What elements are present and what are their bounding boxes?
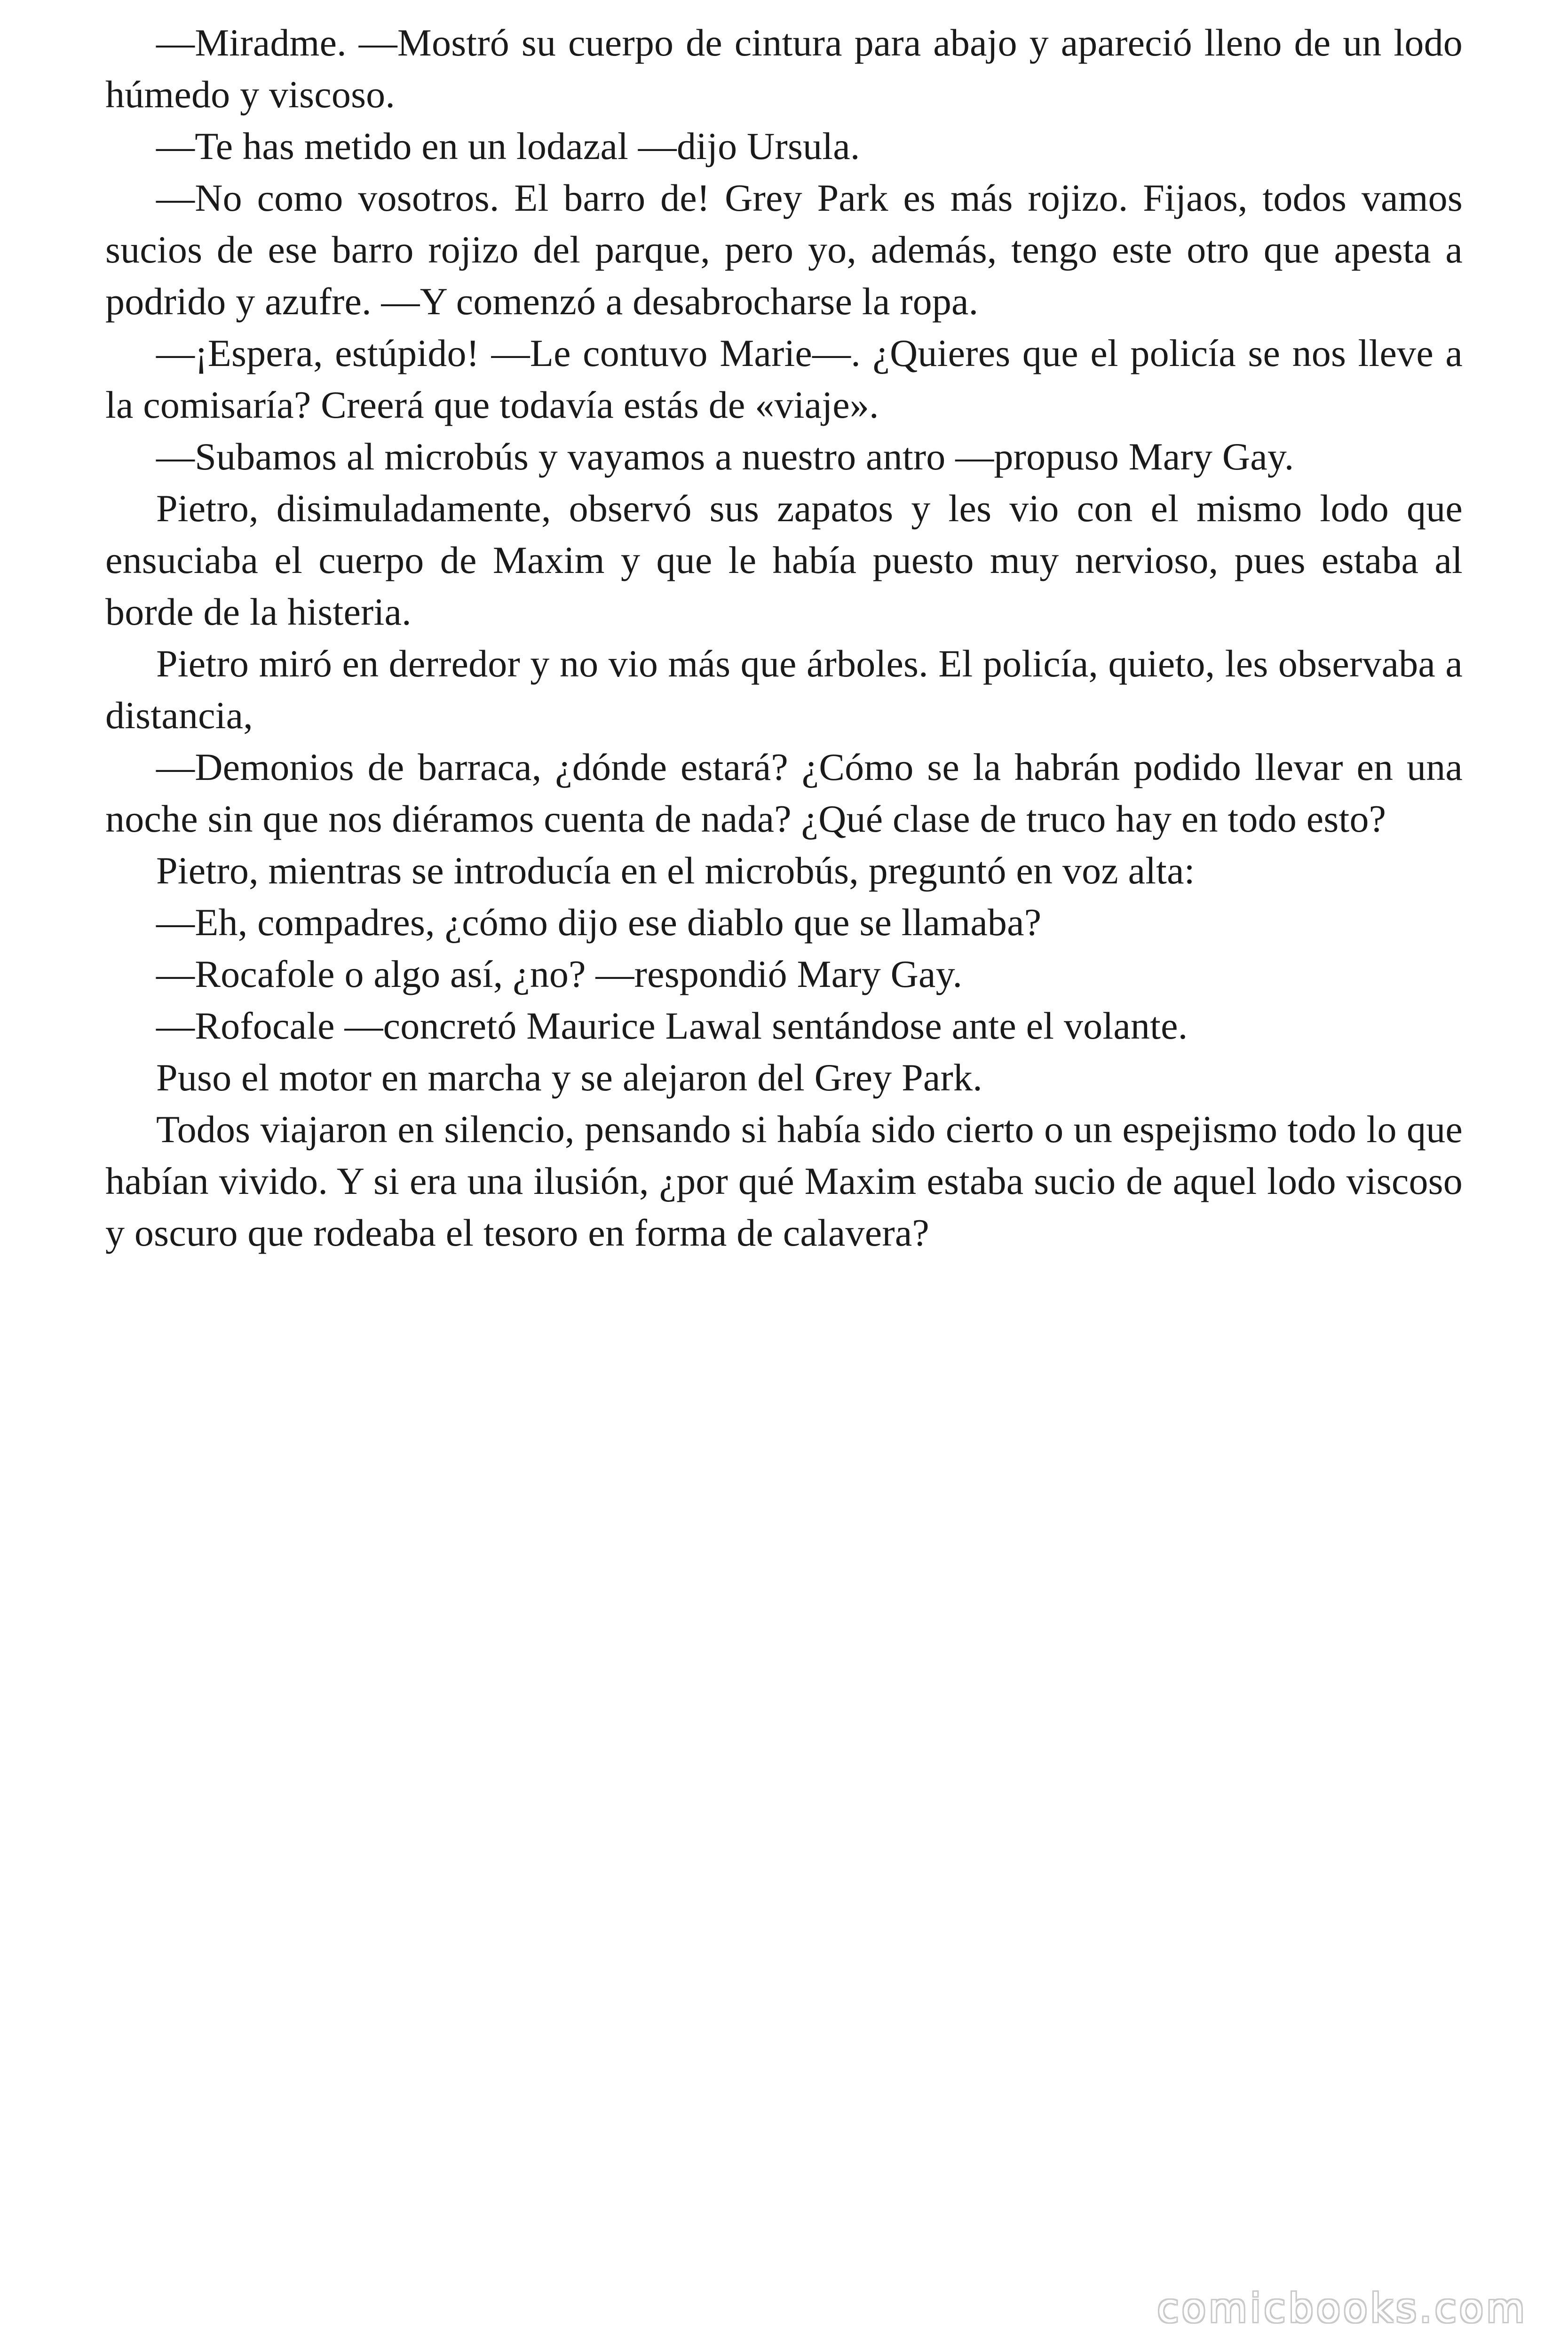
paragraph: Todos viajaron en silencio, pensando si había sido cierto o un espejismo todo lo que habían vivido. Y si era una ilusión, ¿por qué Maxim estaba sucio de aquel lodo viscoso y oscuro que rodeaba el tesoro en forma de calavera? [105,1108,1463,1254]
paragraph: Pietro, mientras se introducía en el microbús, preguntó en voz alta: [156,849,1195,892]
watermark: comicbooks.com [1157,2285,1528,2331]
paragraph: —No como vosotros. El barro de! Grey Park es más rojizo. Fijaos, todos vamos sucios de ese barro rojizo del parque, pero yo, además, tengo este otro que apesta a podrido y azufre. —Y comenzó a desabrocharse la ropa. [105,176,1463,323]
paragraph: Pietro, disimuladamente, observó sus zapatos y les vio con el mismo lodo que ensuciaba el cuerpo de Maxim y que le había puesto muy nervioso, pues estaba al borde de la histeria. [105,487,1463,633]
paragraph: —Rofocale —concretó Maurice Lawal sentándose ante el volante. [156,1004,1188,1047]
paragraph: —Eh, compadres, ¿cómo dijo ese diablo que se llamaba? [156,901,1042,944]
paragraph: Pietro miró en derredor y no vio más que árboles. El policía, quieto, les observaba a distancia, [105,642,1463,737]
paragraph: —Demonios de barraca, ¿dónde estará? ¿Cómo se la habrán podido llevar en una noche sin que nos diéramos cuenta de nada? ¿Qué clase de truco hay en todo esto? [105,746,1463,840]
paragraph: Puso el motor en marcha y se alejaron del Grey Park. [156,1056,982,1099]
paragraph: —Rocafole o algo así, ¿no? —respondió Mary Gay. [156,953,963,995]
paragraph: —Miradme. —Mostró su cuerpo de cintura para abajo y apareció lleno de un lodo húmedo y viscoso. [105,21,1463,116]
paragraph: —Te has metido en un lodazal —dijo Ursula. [156,125,860,167]
paragraph: —¡Espera, estúpido! —Le contuvo Marie—. ¿Quieres que el policía se nos lleve a la comisaría? Creerá que todavía estás de «viaje». [105,332,1463,426]
paragraph: —Subamos al microbús y vayamos a nuestro antro —propuso Mary Gay. [156,435,1294,478]
page-body [105,17,1463,1259]
